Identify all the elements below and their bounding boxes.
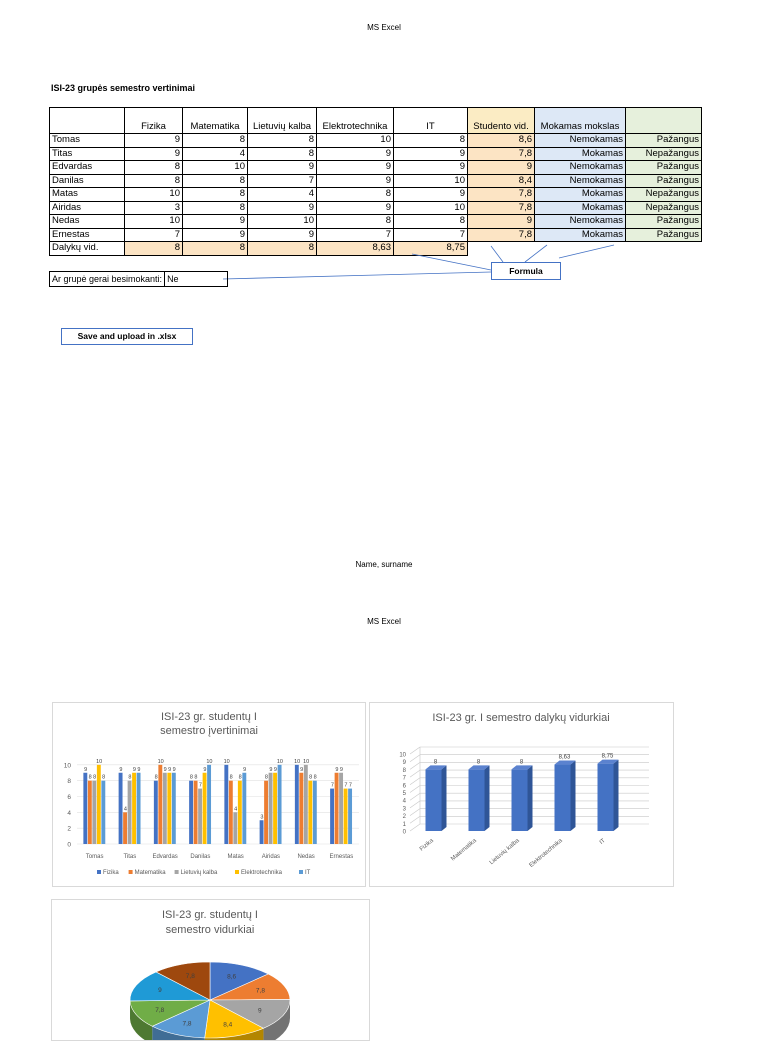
formula-label: Formula: [491, 262, 561, 280]
bar-lietuvių-kalba: [163, 773, 167, 844]
chart-title: ISI-23 gr. studentų I: [161, 711, 257, 723]
table-cell[interactable]: 9: [125, 147, 183, 161]
y-tick-label: 10: [399, 753, 406, 759]
gridline: [410, 762, 420, 769]
bar-lietuvių-kalba: [269, 773, 273, 844]
average-label-cell[interactable]: Dalykų vid.: [50, 242, 125, 256]
table-cell[interactable]: 9: [468, 161, 535, 175]
bar-elektrotechnika: [167, 773, 171, 844]
table-cell[interactable]: 8: [183, 134, 248, 148]
bar-lietuvių-kalba: [128, 781, 132, 844]
bar-it: [172, 773, 176, 844]
bar-elektrotechnika: [238, 781, 242, 844]
column-header[interactable]: Mokamas mokslas: [535, 108, 626, 134]
subject-averages-svg: [370, 703, 673, 886]
table-cell[interactable]: 8: [394, 134, 468, 148]
bar-fizika: [154, 781, 158, 844]
data-label: 7,8: [186, 973, 195, 980]
bar-lietuvių-kalba: [233, 812, 237, 844]
data-label: 9: [243, 767, 246, 773]
x-tick-label: Nedas: [297, 854, 314, 860]
table-cell[interactable]: 9: [468, 215, 535, 229]
x-tick-label: Titas: [123, 854, 136, 860]
bar-lietuvių-kalba: [339, 773, 343, 844]
table-cell[interactable]: 9: [317, 174, 394, 188]
table-cell[interactable]: Nemokamas: [535, 134, 626, 148]
data-label: 7,8: [182, 1020, 191, 1027]
table-cell[interactable]: 7: [394, 228, 468, 242]
x-tick-label: IT: [599, 838, 607, 846]
table-cell[interactable]: Pažangus: [626, 161, 702, 175]
y-tick-label: 9: [403, 760, 407, 766]
legend-swatch: [97, 870, 101, 874]
subject-averages-chart: [369, 702, 674, 887]
legend-swatch: [175, 870, 179, 874]
sheet-title: ISI-23 grupės semestro vertinimai: [51, 83, 195, 93]
bar-matematika: [194, 781, 198, 844]
bar-it: [137, 773, 141, 844]
table-cell[interactable]: 8: [183, 188, 248, 202]
data-label: 9: [300, 767, 303, 773]
bar-lietuvių-kalba: [92, 781, 96, 844]
column-header[interactable]: Lietuvių kalba: [248, 108, 317, 134]
table-cell[interactable]: Mokamas: [535, 228, 626, 242]
data-label: 7: [199, 783, 202, 789]
y-tick-label: 3: [403, 806, 407, 812]
gridline: [410, 809, 420, 816]
data-label: 10: [224, 759, 230, 765]
column-header[interactable]: Studento vid.: [468, 108, 535, 134]
bar-matematika: [229, 781, 233, 844]
question-label: Ar grupė gerai besimokanti:: [50, 272, 165, 286]
data-label: 8: [520, 759, 524, 765]
bar-front: [426, 769, 442, 831]
bar-side: [485, 765, 490, 831]
data-label: 8: [309, 775, 312, 781]
gridline: [410, 778, 420, 785]
table-cell[interactable]: 10: [125, 215, 183, 229]
y-tick-label: 2: [67, 826, 71, 833]
data-label: 9: [168, 767, 171, 773]
y-tick-label: 0: [403, 830, 407, 836]
bar-front: [555, 765, 571, 831]
bar-matematika: [88, 781, 92, 844]
table-cell[interactable]: 8: [183, 201, 248, 215]
save-upload-button[interactable]: Save and upload in .xlsx: [61, 328, 193, 345]
bar-elektrotechnika: [97, 765, 101, 844]
x-tick-label: Tomas: [86, 854, 104, 860]
data-label: 10: [206, 759, 212, 765]
data-label: 9: [340, 767, 343, 773]
bar-fizika: [119, 773, 123, 844]
table-cell[interactable]: 10: [183, 161, 248, 175]
gridline: [410, 786, 420, 793]
table-cell[interactable]: 8,6: [468, 134, 535, 148]
table-cell[interactable]: 10: [394, 174, 468, 188]
table-cell[interactable]: 10: [317, 134, 394, 148]
average-cell[interactable]: 8: [183, 242, 248, 256]
data-label: 9: [119, 767, 122, 773]
data-label: 9: [84, 767, 87, 773]
bar-side: [614, 760, 619, 831]
table-cell[interactable]: Pažangus: [626, 215, 702, 229]
x-tick-label: Lietuvių kalba: [489, 838, 521, 867]
table-cell[interactable]: 8: [183, 174, 248, 188]
student-name-cell[interactable]: Edvardas: [50, 161, 125, 175]
bar-it: [278, 765, 282, 844]
data-label: 9: [269, 767, 272, 773]
student-name-cell[interactable]: Titas: [50, 147, 125, 161]
table-cell[interactable]: Nemokamas: [535, 215, 626, 229]
table-cell[interactable]: 7,8: [468, 188, 535, 202]
table-cell[interactable]: Pažangus: [626, 174, 702, 188]
table-cell[interactable]: 9: [317, 161, 394, 175]
bar-it: [101, 781, 105, 844]
table-cell[interactable]: 7: [248, 174, 317, 188]
y-tick-label: 7: [403, 776, 407, 782]
chart-title: semestro vidurkiai: [166, 924, 255, 936]
table-cell[interactable]: Nemokamas: [535, 174, 626, 188]
data-label: 4: [124, 806, 127, 812]
bar-matematika: [264, 781, 268, 844]
table-cell[interactable]: 8: [125, 174, 183, 188]
x-tick-label: Edvardas: [152, 854, 177, 860]
data-label: 8: [314, 775, 317, 781]
formula-arrows: [0, 0, 768, 300]
data-label: 8: [194, 775, 197, 781]
bar-elektrotechnika: [132, 773, 136, 844]
gridline: [410, 824, 420, 831]
student-name-cell[interactable]: Ernestas: [50, 228, 125, 242]
bar-side: [528, 765, 533, 831]
table-cell[interactable]: Nepažangus: [626, 201, 702, 215]
bar-matematika: [299, 773, 303, 844]
table-cell[interactable]: 8,4: [468, 174, 535, 188]
data-label: 8,6: [227, 973, 236, 980]
table-cell[interactable]: Mokamas: [535, 201, 626, 215]
bar-elektrotechnika: [344, 789, 348, 844]
table-cell[interactable]: 9: [183, 215, 248, 229]
bar-front: [598, 764, 614, 831]
table-cell[interactable]: 8: [394, 215, 468, 229]
data-label: 8: [102, 775, 105, 781]
table-cell[interactable]: 8: [317, 215, 394, 229]
gridline: [410, 747, 420, 754]
table-cell[interactable]: 4: [183, 147, 248, 161]
student-name-cell[interactable]: Danilas: [50, 174, 125, 188]
column-header[interactable]: Matematika: [183, 108, 248, 134]
data-label: 8: [230, 775, 233, 781]
bar-matematika: [123, 812, 127, 844]
table-cell[interactable]: Nepažangus: [626, 147, 702, 161]
student-name-cell[interactable]: Airidas: [50, 201, 125, 215]
table-cell[interactable]: 3: [125, 201, 183, 215]
data-label: 8,63: [559, 755, 571, 761]
data-label: 8: [93, 775, 96, 781]
data-label: 8: [128, 775, 131, 781]
gridline: [410, 793, 420, 800]
data-label: 8: [155, 775, 158, 781]
bar-side: [571, 761, 576, 831]
data-label: 9: [133, 767, 136, 773]
table-cell[interactable]: 7: [317, 228, 394, 242]
data-label: 10: [96, 759, 102, 765]
legend-entry: IT: [305, 870, 311, 876]
student-averages-pie-svg: [52, 900, 369, 1040]
data-label: 7,8: [256, 987, 265, 994]
gridline: [410, 816, 420, 823]
bar-matematika: [335, 773, 339, 844]
gridline: [410, 801, 420, 808]
table-cell[interactable]: 9: [248, 228, 317, 242]
bar-elektrotechnika: [203, 773, 207, 844]
data-label: 10: [277, 759, 283, 765]
table-cell[interactable]: 9: [183, 228, 248, 242]
y-tick-label: 4: [67, 810, 71, 817]
x-tick-label: Matematika: [450, 838, 478, 863]
column-header[interactable]: Elektrotechnika: [317, 108, 394, 134]
table-cell[interactable]: 9: [317, 147, 394, 161]
bar-fizika: [224, 765, 228, 844]
data-label: 10: [158, 759, 164, 765]
data-label: 9: [173, 767, 176, 773]
table-cell[interactable]: 9: [394, 161, 468, 175]
data-label: 9: [203, 767, 206, 773]
table-cell[interactable]: 8: [248, 134, 317, 148]
bar-it: [207, 765, 211, 844]
average-cell[interactable]: 8: [248, 242, 317, 256]
table-cell[interactable]: Nepažangus: [626, 188, 702, 202]
average-cell[interactable]: 8: [125, 242, 183, 256]
chart-title: ISI-23 gr. I semestro dalykų vidurkiai: [432, 712, 609, 724]
table-cell[interactable]: 7,8: [468, 228, 535, 242]
bar-fizika: [330, 789, 334, 844]
bar-elektrotechnika: [273, 773, 277, 844]
table-cell[interactable]: 10: [394, 201, 468, 215]
data-label: 10: [294, 759, 300, 765]
legend-entry: Fizika: [103, 870, 119, 876]
data-label: 10: [303, 759, 309, 765]
chart-title: ISI-23 gr. studentų I: [162, 909, 258, 921]
legend-entry: Elektrotechnika: [241, 870, 283, 876]
table-cell[interactable]: 10: [125, 188, 183, 202]
table-cell[interactable]: 9: [248, 161, 317, 175]
bar-fizika: [189, 781, 193, 844]
x-tick-label: Ernestas: [330, 854, 354, 860]
legend-entry: Lietuvių kalba: [181, 870, 218, 876]
table-cell[interactable]: 9: [125, 134, 183, 148]
bar-lietuvių-kalba: [304, 765, 308, 844]
legend-swatch: [235, 870, 239, 874]
average-cell[interactable]: 8,63: [317, 242, 394, 256]
bar-lietuvių-kalba: [198, 789, 202, 844]
table-cell[interactable]: 7: [125, 228, 183, 242]
data-label: 7: [344, 783, 347, 789]
y-tick-label: 8: [403, 768, 407, 774]
table-cell[interactable]: 9: [248, 201, 317, 215]
column-header[interactable]: Fizika: [125, 108, 183, 134]
y-tick-label: 2: [403, 814, 407, 820]
gridline: [410, 755, 420, 762]
top-caption: MS Excel: [0, 23, 768, 32]
y-tick-label: 6: [403, 783, 407, 789]
chart-title: semestro įvertinimai: [160, 725, 258, 737]
bar-it: [242, 773, 246, 844]
y-tick-label: 5: [403, 791, 407, 797]
table-cell[interactable]: Mokamas: [535, 147, 626, 161]
second-caption: MS Excel: [0, 617, 768, 626]
table-cell[interactable]: 8: [248, 147, 317, 161]
data-label: 9: [164, 767, 167, 773]
data-label: 8: [265, 775, 268, 781]
data-label: 8: [190, 775, 193, 781]
bar-it: [348, 789, 352, 844]
y-tick-label: 1: [403, 822, 407, 828]
bar-it: [313, 781, 317, 844]
data-label: 9: [137, 767, 140, 773]
y-tick-label: 8: [67, 778, 71, 785]
data-label: 7,8: [155, 1007, 164, 1014]
bar-elektrotechnika: [308, 781, 312, 844]
question-value[interactable]: Ne: [165, 272, 227, 286]
y-tick-label: 0: [67, 842, 71, 849]
table-cell[interactable]: 10: [248, 215, 317, 229]
student-name-cell[interactable]: Tomas: [50, 134, 125, 148]
table-cell[interactable]: Mokamas: [535, 188, 626, 202]
data-label: 9: [158, 987, 162, 994]
table-cell[interactable]: 8: [125, 161, 183, 175]
name-caption: Name, surname: [0, 560, 768, 569]
x-tick-label: Fizika: [419, 838, 435, 853]
data-label: 8: [89, 775, 92, 781]
table-cell[interactable]: 7,8: [468, 147, 535, 161]
table-cell[interactable]: Nemokamas: [535, 161, 626, 175]
table-cell[interactable]: Pažangus: [626, 134, 702, 148]
x-tick-label: Elektrotechnika: [528, 838, 564, 869]
bar-fizika: [260, 820, 264, 844]
group-question-row: [49, 271, 228, 287]
students-grades-svg: [53, 703, 365, 886]
legend-entry: Matematika: [135, 870, 167, 876]
x-tick-label: Danilas: [190, 854, 210, 860]
data-label: 9: [335, 767, 338, 773]
bar-fizika: [295, 765, 299, 844]
table-cell[interactable]: 8: [317, 188, 394, 202]
student-averages-pie-chart: [51, 899, 370, 1041]
data-label: 7: [331, 783, 334, 789]
data-label: 7: [349, 783, 352, 789]
data-label: 4: [234, 806, 237, 812]
y-tick-label: 6: [67, 794, 71, 801]
student-name-cell[interactable]: Matas: [50, 188, 125, 202]
column-header[interactable]: IT: [394, 108, 468, 134]
student-name-cell[interactable]: Nedas: [50, 215, 125, 229]
data-label: 8,75: [602, 754, 614, 760]
table-cell[interactable]: 9: [317, 201, 394, 215]
legend-swatch: [129, 870, 133, 874]
x-tick-label: Matas: [227, 854, 243, 860]
table-cell[interactable]: 9: [394, 147, 468, 161]
students-grades-chart: [52, 702, 366, 887]
data-label: 8: [239, 775, 242, 781]
data-label: 8: [434, 759, 438, 765]
data-label: 8,4: [223, 1021, 232, 1028]
y-tick-label: 10: [64, 762, 72, 769]
table-cell[interactable]: Pažangus: [626, 228, 702, 242]
bar-front: [469, 769, 485, 831]
table-cell[interactable]: 9: [394, 188, 468, 202]
table-cell[interactable]: 7,8: [468, 201, 535, 215]
gridline: [410, 770, 420, 777]
legend-swatch: [299, 870, 303, 874]
data-label: 9: [258, 1007, 262, 1014]
data-label: 8: [477, 759, 481, 765]
bar-fizika: [83, 773, 87, 844]
average-cell[interactable]: 8,75: [394, 242, 468, 256]
y-tick-label: 4: [403, 799, 407, 805]
table-cell[interactable]: 4: [248, 188, 317, 202]
bar-matematika: [158, 765, 162, 844]
bar-side: [442, 765, 447, 831]
data-label: 3: [260, 814, 263, 820]
data-label: 9: [274, 767, 277, 773]
bar-front: [512, 769, 528, 831]
x-tick-label: Airidas: [262, 854, 280, 860]
